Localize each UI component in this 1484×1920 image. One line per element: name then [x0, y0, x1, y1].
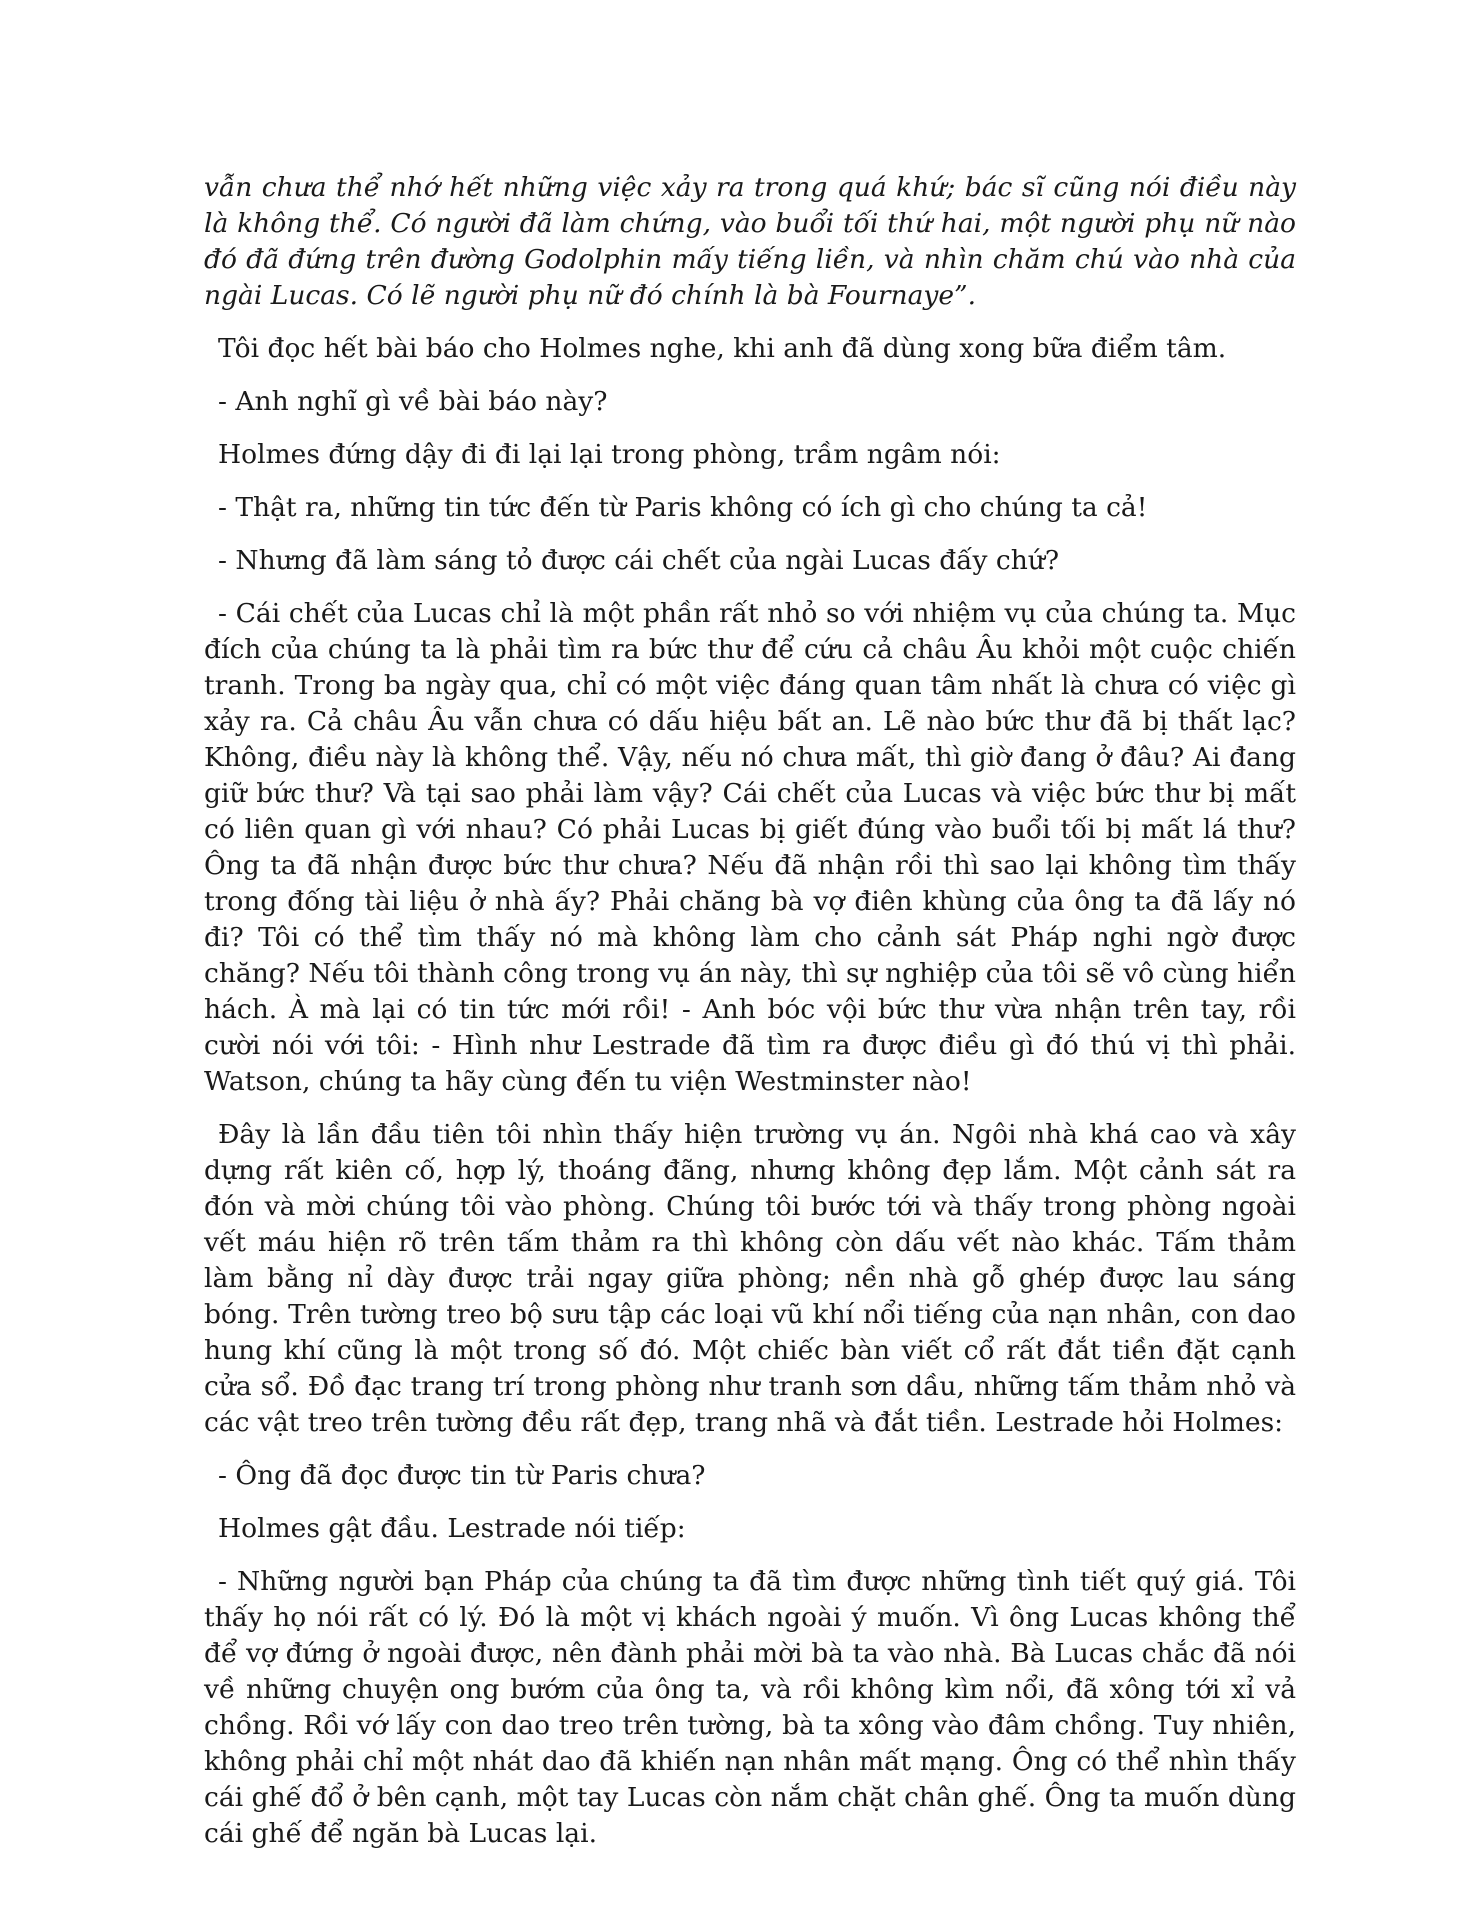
paragraph-lestrade-theory: - Những người bạn Pháp của chúng ta đã tìm được những tình tiết quý giá. Tôi thấy họ nói rất có lý. Đó là một vị khách ngoài ý muốn. Vì ông Lucas không thể để vợ đứng ở ngoài được, nên đành phải mời bà ta vào nhà. Bà Lucas chắc đã nói về những chuyện ong bướm của ông ta, và rồi không kìm nổi, đã xông tới xỉ vả chồng. Rồi vớ lấy con dao treo trên tường, bà ta xông vào đâm chồng. Tuy nhiên, không phải chỉ một nhát dao đã khiến nạn nhân mất mạng. Ông có thể nhìn thấy cái ghế đổ ở bên cạnh, một tay Lucas còn nắm chặt chân ghế. Ông ta muốn dùng cái ghế để ngăn bà Lucas lại.: [204, 1566, 1296, 1849]
paragraph-reading-to-holmes: Tôi đọc hết bài báo cho Holmes nghe, khi anh đã dùng xong bữa điểm tâm.: [218, 333, 1227, 364]
paragraph-holmes-nods: Holmes gật đầu. Lestrade nói tiếp:: [218, 1513, 686, 1544]
paragraph-lestrade-question: - Ông đã đọc được tin từ Paris chưa?: [218, 1460, 706, 1491]
paragraph-newspaper-quote: vẫn chưa thể nhớ hết những việc xảy ra trong quá khứ; bác sĩ cũng nói điều này là không thể. Có người đã làm chứng, vào buổi tối thứ hai, một người phụ nữ nào đó đã đứng trên đường Godolphin mấy tiếng liền, và nhìn chăm chú vào nhà của ngài Lucas. Có lẽ người phụ nữ đó chính là bà Fournaye”.: [204, 172, 1296, 311]
paragraph-holmes-monologue: - Cái chết của Lucas chỉ là một phần rất nhỏ so với nhiệm vụ của chúng ta. Mục đích của chúng ta là phải tìm ra bức thư để cứu cả châu Âu khỏi một cuộc chiến tranh. Trong ba ngày qua, chỉ có một việc đáng quan tâm nhất là chưa có việc gì xảy ra. Cả châu Âu vẫn chưa có dấu hiệu bất an. Lẽ nào bức thư đã bị thất lạc? Không, điều này là không thể. Vậy, nếu nó chưa mất, thì giờ đang ở đâu? Ai đang giữ bức thư? Và tại sao phải làm vậy? Cái chết của Lucas và việc bức thư bị mất có liên quan gì với nhau? Có phải Lucas bị giết đúng vào buổi tối bị mất lá thư? Ông ta đã nhận được bức thư chưa? Nếu đã nhận rồi thì sao lại không tìm thấy trong đống tài liệu ở nhà ấy? Phải chăng bà vợ điên khùng của ông ta đã lấy nó đi? Tôi có thể tìm thấy nó mà không làm cho cảnh sát Pháp nghi ngờ được chăng? Nếu tôi thành công trong vụ án này, thì sự nghiệp của tôi sẽ vô cùng hiển hách. À mà lại có tin tức mới rồi! - Anh bóc vội bức thư vừa nhận trên tay, rồi cười nói với tôi: - Hình như Lestrade đã tìm ra được điều gì đó thú vị thì phải. Watson, chúng ta hãy cùng đến tu viện Westminster nào!: [204, 598, 1296, 1097]
paragraph-crime-scene: Đây là lần đầu tiên tôi nhìn thấy hiện trường vụ án. Ngôi nhà khá cao và xây dựng rất kiên cố, hợp lý, thoáng đãng, nhưng không đẹp lắm. Một cảnh sát ra đón và mời chúng tôi vào phòng. Chúng tôi bước tới và thấy trong phòng ngoài vết máu hiện rõ trên tấm thảm ra thì không còn dấu vết nào khác. Tấm thảm làm bằng nỉ dày được trải ngay giữa phòng; nền nhà gỗ ghép được lau sáng bóng. Trên tường treo bộ sưu tập các loại vũ khí nổi tiếng của nạn nhân, con dao hung khí cũng là một trong số đó. Một chiếc bàn viết cổ rất đắt tiền đặt cạnh cửa sổ. Đồ đạc trang trí trong phòng như tranh sơn dầu, những tấm thảm nhỏ và các vật treo trên tường đều rất đẹp, trang nhã và đắt tiền. Lestrade hỏi Holmes:: [204, 1119, 1296, 1438]
paragraph-paris-news: - Thật ra, những tin tức đến từ Paris không có ích gì cho chúng ta cả!: [218, 492, 1148, 523]
paragraph-question: - Anh nghĩ gì về bài báo này?: [218, 386, 608, 417]
paragraph-lucas-death: - Nhưng đã làm sáng tỏ được cái chết của ngài Lucas đấy chứ?: [218, 545, 1060, 576]
paragraph-holmes-paces: Holmes đứng dậy đi đi lại lại trong phòng, trầm ngâm nói:: [218, 439, 1001, 470]
document-body: [204, 170, 1296, 1869]
